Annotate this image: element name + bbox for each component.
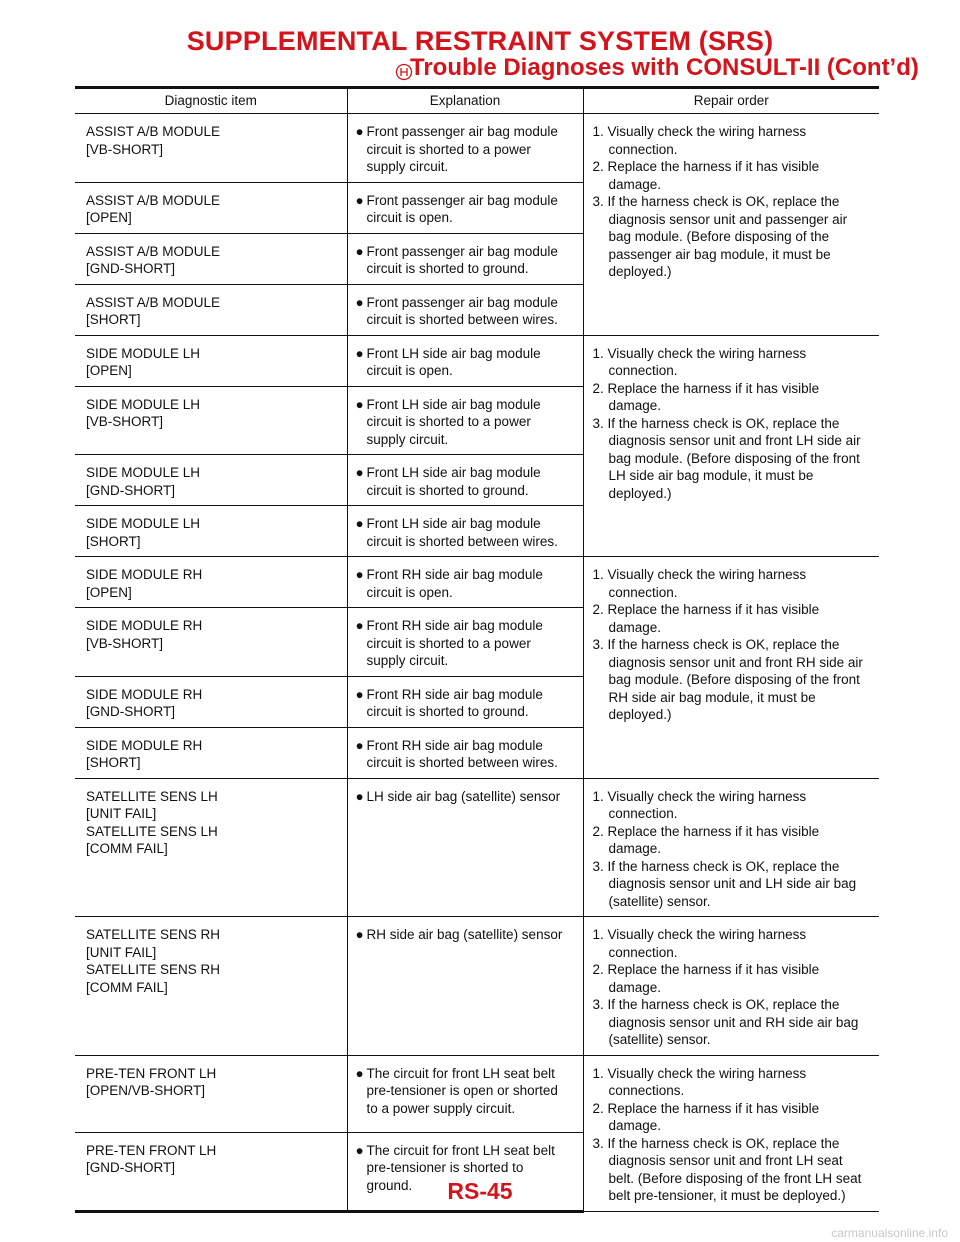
explanation-cell: [347, 386, 583, 455]
diagnostic-item-line: [SHORT]: [86, 533, 141, 549]
repair-order-cell: [583, 557, 879, 779]
explanation-cell: [347, 233, 583, 284]
repair-steps-list: [593, 926, 870, 1049]
diagnostic-item-line: [COMM FAIL]: [86, 979, 168, 995]
explanation-text-wrap: [356, 396, 573, 449]
bullet-icon: ●: [355, 465, 364, 480]
explanation-text: Front passenger air bag module circuit is shorted to a power supply circuit.: [366, 124, 558, 174]
explanation-text-wrap: [356, 464, 573, 499]
diagnostic-item-line: SATELLITE SENS LH: [86, 788, 218, 804]
diagnostic-item-line: [VB-SHORT]: [86, 141, 164, 157]
bullet-icon: ●: [355, 396, 364, 412]
watermark: carmanualsonline.info: [831, 1226, 948, 1240]
column-header-repair-order: Repair order: [583, 89, 879, 114]
repair-step: 2. Replace the harness if it has visible damage.: [592, 380, 820, 413]
explanation-text: Front passenger air bag module circuit is shorted between wires.: [366, 294, 558, 327]
diagnostic-item-line: [GND-SHORT]: [86, 261, 176, 276]
repair-step: 2. Replace the harness if it has visible damage.: [592, 962, 820, 995]
repair-steps-list: [593, 123, 870, 281]
diagnostic-item-line: [OPEN]: [86, 363, 132, 378]
repair-order-cell: [583, 114, 879, 336]
diagnostic-item-cell: [75, 386, 347, 455]
explanation-cell: [347, 1055, 583, 1132]
diagnostic-item-cell: [75, 506, 347, 557]
bullet-icon: ●: [355, 243, 364, 259]
explanation-cell: [347, 557, 583, 608]
explanation-text-wrap: [356, 737, 573, 772]
repair-steps-list: [593, 566, 870, 724]
diagnostic-item-line: [UNIT FAIL]: [86, 806, 157, 821]
bullet-icon: ●: [355, 618, 364, 633]
bullet-icon: ●: [355, 516, 364, 531]
explanation-text-wrap: [356, 926, 573, 944]
diagnostic-item-line: SIDE MODULE RH: [86, 618, 203, 633]
explanation-cell: [347, 608, 583, 677]
diagnostic-item-cell: [75, 676, 347, 727]
repair-step: 3. If the harness check is OK, replace the diagnosis sensor unit and front LH seat belt. (Before disposing of the front LH seat belt pre-tensioner, it must be deployed.): [592, 1135, 862, 1203]
column-header-diagnostic-item: Diagnostic item: [75, 89, 347, 114]
explanation-text-wrap: [356, 617, 573, 670]
column-header-explanation: Explanation: [347, 89, 583, 114]
diagnostic-table: [75, 89, 879, 1213]
repair-step: 1. Visually check the wiring harness connection.: [592, 567, 807, 600]
repair-steps-list: [593, 345, 870, 503]
repair-step: 3. If the harness check is OK, replace the diagnosis sensor unit and front RH side air bag module. (Before disposing of the front RH side air bag module, it must be deployed.): [592, 637, 863, 722]
diagnostic-item-line: [OPEN]: [86, 210, 132, 225]
diagnostic-item-line: SIDE MODULE RH: [86, 686, 203, 702]
bullet-icon: ●: [355, 737, 364, 753]
bullet-icon: ●: [355, 788, 364, 804]
diagnostic-item-line: SATELLITE SENS RH: [86, 927, 221, 942]
table-header-row: [75, 89, 879, 114]
diagnostic-item-line: SIDE MODULE RH: [86, 567, 203, 582]
explanation-cell: [347, 727, 583, 778]
diagnostic-item-line: [VB-SHORT]: [86, 414, 164, 429]
table-row: [75, 114, 879, 183]
diagnostic-item-line: SATELLITE SENS RH: [86, 962, 221, 977]
bullet-icon: ●: [355, 1142, 364, 1158]
explanation-text: RH side air bag (satellite) sensor: [366, 927, 563, 942]
diagnostic-item-cell: [75, 1055, 347, 1132]
repair-step: 1. Visually check the wiring harness connections.: [592, 1065, 807, 1098]
explanation-text: Front LH side air bag module circuit is shorted to a power supply circuit.: [366, 396, 541, 447]
diagnostic-item-cell: [75, 727, 347, 778]
repair-steps-list: [593, 788, 870, 911]
table-row: [75, 778, 879, 917]
table-row: [75, 1055, 879, 1132]
diagnostic-item-line: [SHORT]: [86, 755, 141, 770]
bullet-icon: ●: [355, 345, 364, 361]
repair-step: 1. Visually check the wiring harness connection.: [592, 345, 807, 378]
diagnostic-item-cell: [75, 608, 347, 677]
bullet-icon: ●: [355, 927, 364, 942]
repair-step: 1. Visually check the wiring harness connection.: [592, 788, 807, 821]
repair-step: 2. Replace the harness if it has visible damage.: [592, 823, 820, 856]
diagnostic-item-line: [GND-SHORT]: [86, 1160, 176, 1176]
explanation-text-wrap: [356, 566, 573, 601]
repair-step: 3. If the harness check is OK, replace the diagnosis sensor unit and passenger air bag module. (Before disposing of the passenger air bag module, it must be deployed.): [592, 194, 848, 279]
explanation-text-wrap: [356, 1065, 573, 1118]
repair-step: 1. Visually check the wiring harness connection.: [592, 927, 807, 960]
diagnostic-item-cell: [75, 778, 347, 917]
explanation-cell: [347, 284, 583, 335]
diagnostic-item-line: [SHORT]: [86, 312, 141, 327]
explanation-text-wrap: [356, 123, 573, 176]
explanation-text: The circuit for front LH seat belt pre-tensioner is open or shorted to a power supply circuit.: [366, 1065, 558, 1116]
diagnostic-item-line: SIDE MODULE LH: [86, 345, 201, 361]
diagnostic-item-line: PRE-TEN FRONT LH: [86, 1142, 217, 1158]
diagnostic-item-line: SIDE MODULE LH: [86, 396, 201, 412]
repair-order-cell: [583, 917, 879, 1056]
explanation-text: Front passenger air bag module circuit is shorted to ground.: [366, 243, 558, 276]
repair-step: 3. If the harness check is OK, replace the diagnosis sensor unit and LH side air bag (satellite) sensor.: [592, 858, 857, 909]
diagnostic-item-line: SIDE MODULE RH: [86, 737, 203, 753]
diagnostic-item-line: ASSIST A/B MODULE: [86, 243, 221, 259]
repair-step: 2. Replace the harness if it has visible damage.: [592, 1100, 820, 1133]
explanation-text-wrap: [356, 515, 573, 550]
explanation-cell: [347, 182, 583, 233]
diagnostic-item-line: SATELLITE SENS LH: [86, 823, 218, 839]
explanation-text: Front RH side air bag module circuit is shorted between wires.: [366, 737, 558, 770]
bullet-icon: ●: [355, 1065, 364, 1081]
explanation-text-wrap: [356, 788, 573, 806]
explanation-text: Front LH side air bag module circuit is shorted to ground.: [366, 465, 541, 498]
repair-step: 1. Visually check the wiring harness connection.: [592, 124, 807, 157]
bullet-icon: ●: [355, 124, 364, 139]
diagnostic-item-cell: [75, 233, 347, 284]
bullet-icon: ●: [355, 567, 364, 582]
explanation-cell: [347, 778, 583, 917]
diagnostic-item-line: ASSIST A/B MODULE: [86, 124, 221, 139]
explanation-text: Front RH side air bag module circuit is shorted to a power supply circuit.: [366, 618, 543, 668]
diagnostic-item-line: [COMM FAIL]: [86, 841, 168, 856]
diagnostic-item-cell: [75, 114, 347, 183]
explanation-text-wrap: [356, 192, 573, 227]
table-row: [75, 917, 879, 1056]
diagnostic-item-line: SIDE MODULE LH: [86, 465, 201, 480]
diagnostic-item-cell: [75, 182, 347, 233]
diagnostic-item-cell: [75, 284, 347, 335]
explanation-text-wrap: [356, 686, 573, 721]
repair-step: 2. Replace the harness if it has visible damage.: [592, 602, 820, 635]
diagnostic-item-line: [VB-SHORT]: [86, 635, 164, 651]
table-row: [75, 557, 879, 608]
bullet-icon: ●: [355, 686, 364, 702]
diagnostic-item-line: ASSIST A/B MODULE: [86, 192, 221, 208]
diagnostic-item-line: ASSIST A/B MODULE: [86, 294, 221, 310]
diagnostic-item-line: PRE-TEN FRONT LH: [86, 1065, 217, 1081]
diagnostic-item-cell: [75, 335, 347, 386]
repair-step: 3. If the harness check is OK, replace the diagnosis sensor unit and RH side air bag (satellite) sensor.: [592, 997, 859, 1047]
bullet-icon: ●: [355, 192, 364, 208]
diagnostic-item-line: [GND-SHORT]: [86, 482, 176, 498]
section-title: SUPPLEMENTAL RESTRAINT SYSTEM (SRS): [186, 26, 774, 56]
explanation-cell: [347, 506, 583, 557]
repair-order-cell: [583, 335, 879, 557]
explanation-text: Front LH side air bag module circuit is open.: [366, 345, 541, 378]
diagnostic-item-line: [GND-SHORT]: [86, 704, 176, 719]
explanation-text: Front RH side air bag module circuit is open.: [366, 567, 543, 600]
diagnostic-item-cell: [75, 917, 347, 1056]
bullet-icon: ●: [355, 294, 364, 310]
explanation-cell: [347, 917, 583, 1056]
diagnostic-item-cell: [75, 557, 347, 608]
explanation-text: Front LH side air bag module circuit is shorted between wires.: [366, 516, 558, 549]
explanation-cell: [347, 114, 583, 183]
explanation-cell: [347, 455, 583, 506]
diagnostic-item-line: [OPEN]: [86, 584, 132, 600]
repair-order-cell: [583, 778, 879, 917]
explanation-text: The circuit for front LH seat belt pre-tensioner is shorted to ground.: [366, 1142, 555, 1193]
explanation-text-wrap: [356, 345, 573, 380]
explanation-text-wrap: [356, 294, 573, 329]
diagnostic-item-cell: [75, 455, 347, 506]
page-number: RS-45: [447, 1178, 513, 1204]
explanation-text: LH side air bag (satellite) sensor: [366, 788, 561, 804]
diagnostic-item-line: SIDE MODULE LH: [86, 516, 201, 531]
explanation-text-wrap: [356, 243, 573, 278]
explanation-cell: [347, 335, 583, 386]
explanation-text: Front passenger air bag module circuit is open.: [366, 192, 558, 225]
repair-step: 2. Replace the harness if it has visible damage.: [592, 159, 820, 192]
explanation-text: Front RH side air bag module circuit is shorted to ground.: [366, 686, 543, 719]
diagnostic-item-line: [UNIT FAIL]: [86, 944, 157, 960]
diagnostic-item-line: [OPEN/VB-SHORT]: [86, 1083, 206, 1098]
explanation-cell: [347, 676, 583, 727]
table-row: [75, 335, 879, 386]
repair-step: 3. If the harness check is OK, replace the diagnosis sensor unit and front LH side air bag module. (Before disposing of the front LH side air bag module, it must be deployed.): [592, 415, 861, 501]
section-subtitle: Trouble Diagnoses with CONSULT-II (Cont’d): [410, 54, 919, 81]
